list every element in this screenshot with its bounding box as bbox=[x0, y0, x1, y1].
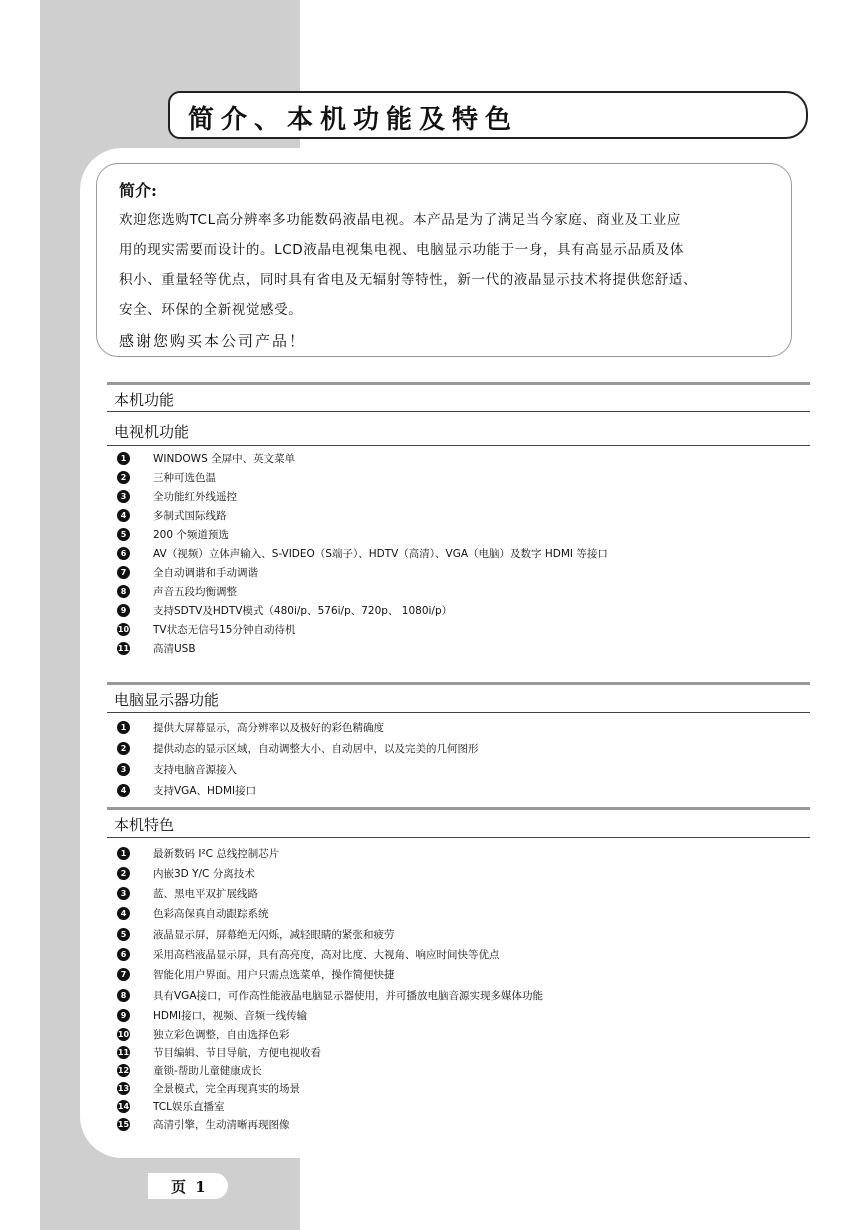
number-bullet-icon: 5 bbox=[117, 528, 130, 541]
list-item-text: WINDOWS 全屏中、英文菜单 bbox=[153, 453, 296, 465]
number-bullet-icon: 11 bbox=[117, 644, 130, 653]
number-bullet-icon: 10 bbox=[117, 1030, 130, 1039]
list-item-text: TV状态无信号15分钟自动待机 bbox=[153, 624, 296, 636]
section-divider bbox=[107, 807, 810, 810]
number-bullet-icon: 9 bbox=[117, 604, 130, 617]
number-bullet-icon: 2 bbox=[117, 867, 130, 880]
page-number-tab bbox=[148, 1173, 228, 1199]
number-bullet-icon: 11 bbox=[117, 1048, 130, 1057]
list-item-text: 蓝、黑电平双扩展线路 bbox=[153, 888, 258, 900]
list-item-text: 多制式国际线路 bbox=[153, 510, 227, 522]
intro-line: 欢迎您选购TCL高分辨率多功能数码液晶电视。本产品是为了满足当今家庭、商业及工业应 bbox=[119, 212, 682, 228]
intro-heading: 简介: bbox=[119, 181, 157, 200]
list-item-text: 支持VGA、HDMI接口 bbox=[153, 785, 257, 797]
number-bullet-icon: 5 bbox=[117, 928, 130, 941]
list-item-text: 支持SDTV及HDTV模式（480i/p、576i/p、720p、 1080i/p） bbox=[153, 605, 453, 617]
list-item-text: 独立彩色调整，自由选择色彩 bbox=[153, 1029, 290, 1041]
number-bullet-icon: 7 bbox=[117, 968, 130, 981]
list-item-text: 提供动态的显示区域，自动调整大小、自动居中，以及完美的几何图形 bbox=[153, 743, 479, 755]
list-item-text: 全功能红外线遥控 bbox=[153, 491, 237, 503]
number-bullet-icon: 2 bbox=[117, 742, 130, 755]
list-item-text: 采用高档液晶显示屏，具有高亮度，高对比度、大视角、响应时间快等优点 bbox=[153, 949, 500, 961]
intro-box bbox=[96, 163, 792, 357]
number-bullet-icon: 10 bbox=[117, 625, 130, 634]
number-bullet-icon: 8 bbox=[117, 585, 130, 598]
number-bullet-icon: 2 bbox=[117, 471, 130, 484]
section-divider bbox=[107, 382, 810, 385]
number-bullet-icon: 12 bbox=[117, 1066, 130, 1075]
section-divider bbox=[107, 411, 810, 412]
number-bullet-icon: 3 bbox=[117, 490, 130, 503]
list-item-text: AV（视频）立体声输入、S-VIDEO（S端子）、HDTV（高清）、VGA（电脑）及数字 HDMI 等接口 bbox=[153, 548, 608, 560]
section-divider bbox=[107, 445, 810, 446]
number-bullet-icon: 1 bbox=[117, 721, 130, 734]
list-item-text: 智能化用户界面。用户只需点选菜单，操作简便快捷 bbox=[153, 969, 395, 981]
section-tv-heading: 电视机功能 bbox=[114, 423, 190, 441]
list-item-text: 最新数码 I²C 总线控制芯片 bbox=[153, 848, 280, 860]
number-bullet-icon: 7 bbox=[117, 566, 130, 579]
number-bullet-icon: 1 bbox=[117, 452, 130, 465]
list-item-text: 内嵌3D Y/C 分离技术 bbox=[153, 868, 255, 880]
list-item-text: 童锁-帮助儿童健康成长 bbox=[153, 1065, 262, 1077]
list-item-text: 全自动调谐和手动调谐 bbox=[153, 567, 258, 579]
number-bullet-icon: 4 bbox=[117, 907, 130, 920]
intro-line: 积小、重量轻等优点，同时具有省电及无辐射等特性，新一代的液晶显示技术将提供您舒适、 bbox=[119, 272, 698, 288]
number-bullet-icon: 3 bbox=[117, 763, 130, 776]
list-item-text: TCL娱乐直播室 bbox=[153, 1101, 225, 1113]
list-item-text: 三种可选色温 bbox=[153, 472, 216, 484]
list-item-text: 全景模式，完全再现真实的场景 bbox=[153, 1083, 300, 1095]
number-bullet-icon: 1 bbox=[117, 847, 130, 860]
number-bullet-icon: 14 bbox=[117, 1102, 130, 1111]
number-bullet-icon: 8 bbox=[117, 989, 130, 1002]
section-divider bbox=[107, 837, 810, 838]
number-bullet-icon: 4 bbox=[117, 784, 130, 797]
list-item-text: 色彩高保真自动跟踪系统 bbox=[153, 908, 269, 920]
list-item-text: 节目编辑、节目导航，方便电视收看 bbox=[153, 1047, 321, 1059]
title-banner bbox=[168, 91, 808, 139]
number-bullet-icon: 3 bbox=[117, 887, 130, 900]
list-item-text: HDMI接口，视频、音频一线传输 bbox=[153, 1010, 308, 1022]
section-divider bbox=[107, 682, 810, 685]
number-bullet-icon: 6 bbox=[117, 948, 130, 961]
list-item-text: 高清USB bbox=[153, 643, 196, 655]
list-item-text: 提供大屏幕显示，高分辨率以及极好的彩色精确度 bbox=[153, 722, 384, 734]
number-bullet-icon: 6 bbox=[117, 547, 130, 560]
list-item-text: 具有VGA接口，可作高性能液晶电脑显示器使用，并可播放电脑音源实现多媒体功能 bbox=[153, 990, 544, 1002]
intro-thanks: 感谢您购买本公司产品！ bbox=[119, 332, 307, 350]
intro-line: 安全、环保的全新视觉感受。 bbox=[119, 302, 303, 318]
page-title: 简介、本机功能及特色 bbox=[188, 105, 519, 135]
section-special-heading: 本机特色 bbox=[114, 816, 175, 834]
list-item-text: 声音五段均衡调整 bbox=[153, 586, 237, 598]
page-number: 页 1 bbox=[171, 1178, 208, 1196]
list-item-text: 液晶显示屏，屏幕绝无闪烁，减轻眼睛的紧张和疲劳 bbox=[153, 929, 395, 941]
list-item-text: 200 个频道预选 bbox=[153, 529, 229, 541]
list-item-text: 高清引擎，生动清晰再现图像 bbox=[153, 1119, 290, 1131]
number-bullet-icon: 9 bbox=[117, 1009, 130, 1022]
list-item-text: 支持电脑音源接入 bbox=[153, 764, 237, 776]
number-bullet-icon: 15 bbox=[117, 1120, 130, 1129]
section-divider bbox=[107, 712, 810, 713]
section-features-heading: 本机功能 bbox=[114, 391, 175, 409]
number-bullet-icon: 4 bbox=[117, 509, 130, 522]
intro-line: 用的现实需要而设计的。LCD液晶电视集电视、电脑显示功能于一身，具有高显示品质及体 bbox=[119, 242, 684, 258]
number-bullet-icon: 13 bbox=[117, 1084, 130, 1093]
section-pc-heading: 电脑显示器功能 bbox=[114, 691, 220, 709]
